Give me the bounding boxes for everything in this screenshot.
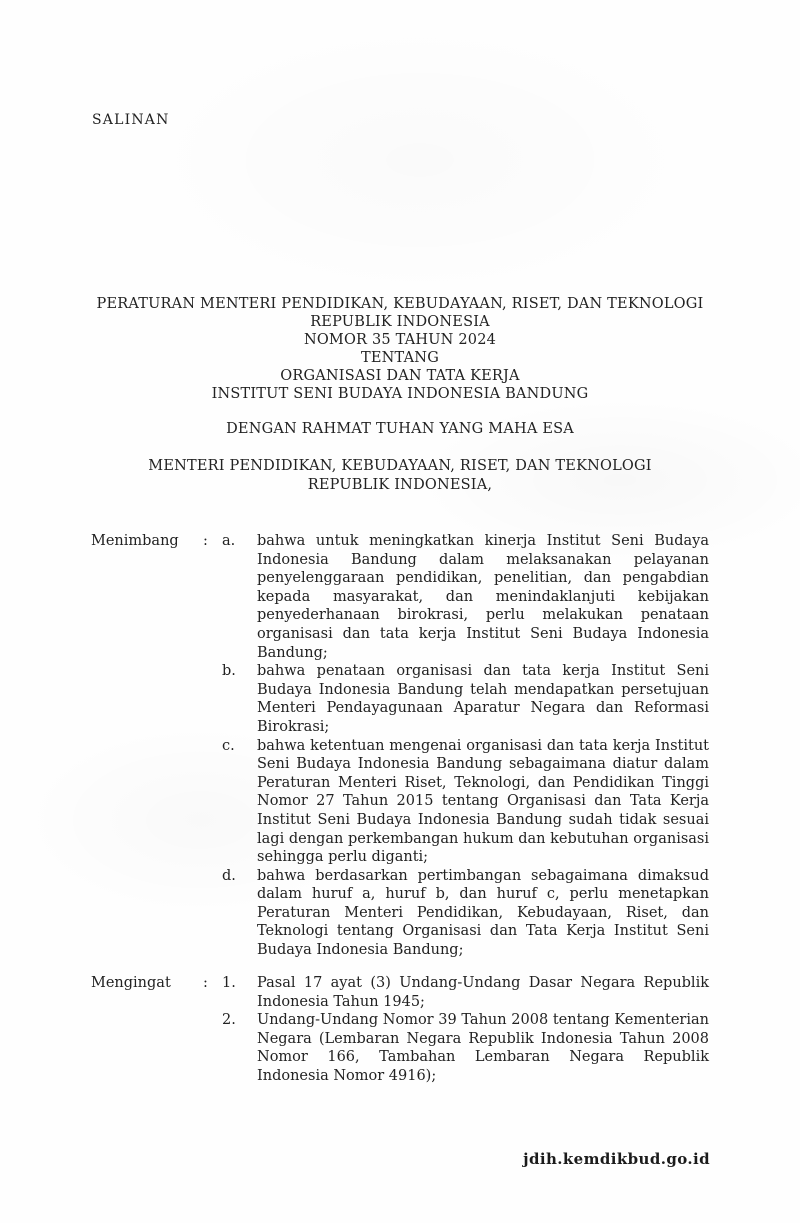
item-marker: c. [222, 737, 235, 754]
menimbang-item-c [91, 737, 709, 867]
title-line-3: NOMOR 35 TAHUN 2024 [303, 332, 497, 348]
item-marker: 1. [222, 975, 236, 991]
title-line-6: INSTITUT SENI BUDAYA INDONESIA BANDUNG [211, 386, 589, 402]
menimbang-separator: : [203, 533, 208, 549]
motto-line: DENGAN RAHMAT TUHAN YANG MAHA ESA [226, 421, 574, 437]
title-line-2: REPUBLIK INDONESIA [310, 314, 490, 330]
title-line-1: PERATURAN MENTERI PENDIDIKAN, KEBUDAYAAN, RISET, DAN TEKNOLOGI [96, 296, 704, 312]
item-marker: a. [222, 533, 236, 549]
minister-line-1: MENTERI PENDIDIKAN, KEBUDAYAAN, RISET, DAN TEKNOLOGI [148, 458, 652, 474]
mengingat-separator: : [203, 975, 208, 991]
title-block [91, 295, 709, 403]
item-text: bahwa penataan organisasi dan tata kerja Institut Seni Budaya Indonesia Bandung telah mendapatkan persetujuan Menteri Pendayagunaan Aparatur Negara dan Reformasi Birokrasi; [257, 663, 709, 735]
item-text: Pasal 17 ayat (3) Undang-Undang Dasar Negara Republik Indonesia Tahun 1945; [257, 975, 709, 1010]
menimbang-item-d [91, 867, 709, 960]
mengingat-label: Mengingat [91, 975, 171, 991]
menimbang-item-b [91, 662, 709, 736]
mengingat-item-1 [91, 974, 709, 1011]
minister-block [91, 457, 709, 494]
item-marker: d. [222, 867, 236, 884]
mengingat-section [91, 974, 709, 1086]
item-marker: b. [222, 663, 236, 680]
menimbang-section [91, 532, 709, 960]
item-text: Undang-Undang Nomor 39 Tahun 2008 tentang Kementerian Negara (Lembaran Negara Republik Indonesia Tahun 2008 Nomor 166, Tambahan Lembaran Negara Republik Indonesia Nomor 4916); [257, 1012, 709, 1084]
item-marker: 2. [222, 1012, 236, 1029]
item-text: bahwa ketentuan mengenai organisasi dan tata kerja Institut Seni Budaya Indonesia Bandung sebagaimana diatur dalam Peraturan Menteri Riset, Teknologi, dan Pendidikan Tinggi Nomor 27 Tahun 2015 tentang Organisasi dan Tata Kerja Institut Seni Budaya Indonesia Bandung sudah tidak sesuai lagi dengan perkembangan hukum dan kebutuhan organisasi sehingga perlu diganti; [257, 737, 709, 866]
jdih-footer-url: jdih.kemdikbud.go.id [523, 1150, 710, 1168]
menimbang-label: Menimbang [91, 533, 179, 549]
menimbang-item-a [91, 532, 709, 662]
minister-line-2: REPUBLIK INDONESIA, [307, 476, 493, 493]
mengingat-item-2 [91, 1011, 709, 1085]
title-line-4: TENTANG [361, 350, 439, 366]
title-line-5: ORGANISASI DAN TATA KERJA [280, 368, 520, 384]
salinan-stamp: SALINAN [92, 112, 170, 128]
item-text: bahwa untuk meningkatkan kinerja Institut Seni Budaya Indonesia Bandung dalam melaksanakan pelayanan penyelenggaraan pendidikan, penelitian, dan pengabdian kepada masyarakat, dan menindaklanjuti kebijakan penyederhanaan birokrasi, perlu melakukan penataan organisasi dan tata kerja Institut Seni Budaya Indonesia Bandung; [257, 533, 709, 661]
item-text: bahwa berdasarkan pertimbangan sebagaimana dimaksud dalam huruf a, huruf b, dan huruf c, perlu menetapkan Peraturan Menteri Pendidikan, Kebudayaan, Riset, dan Teknologi tentang Organisasi dan Tata Kerja Institut Seni Budaya Indonesia Bandung; [257, 867, 709, 959]
